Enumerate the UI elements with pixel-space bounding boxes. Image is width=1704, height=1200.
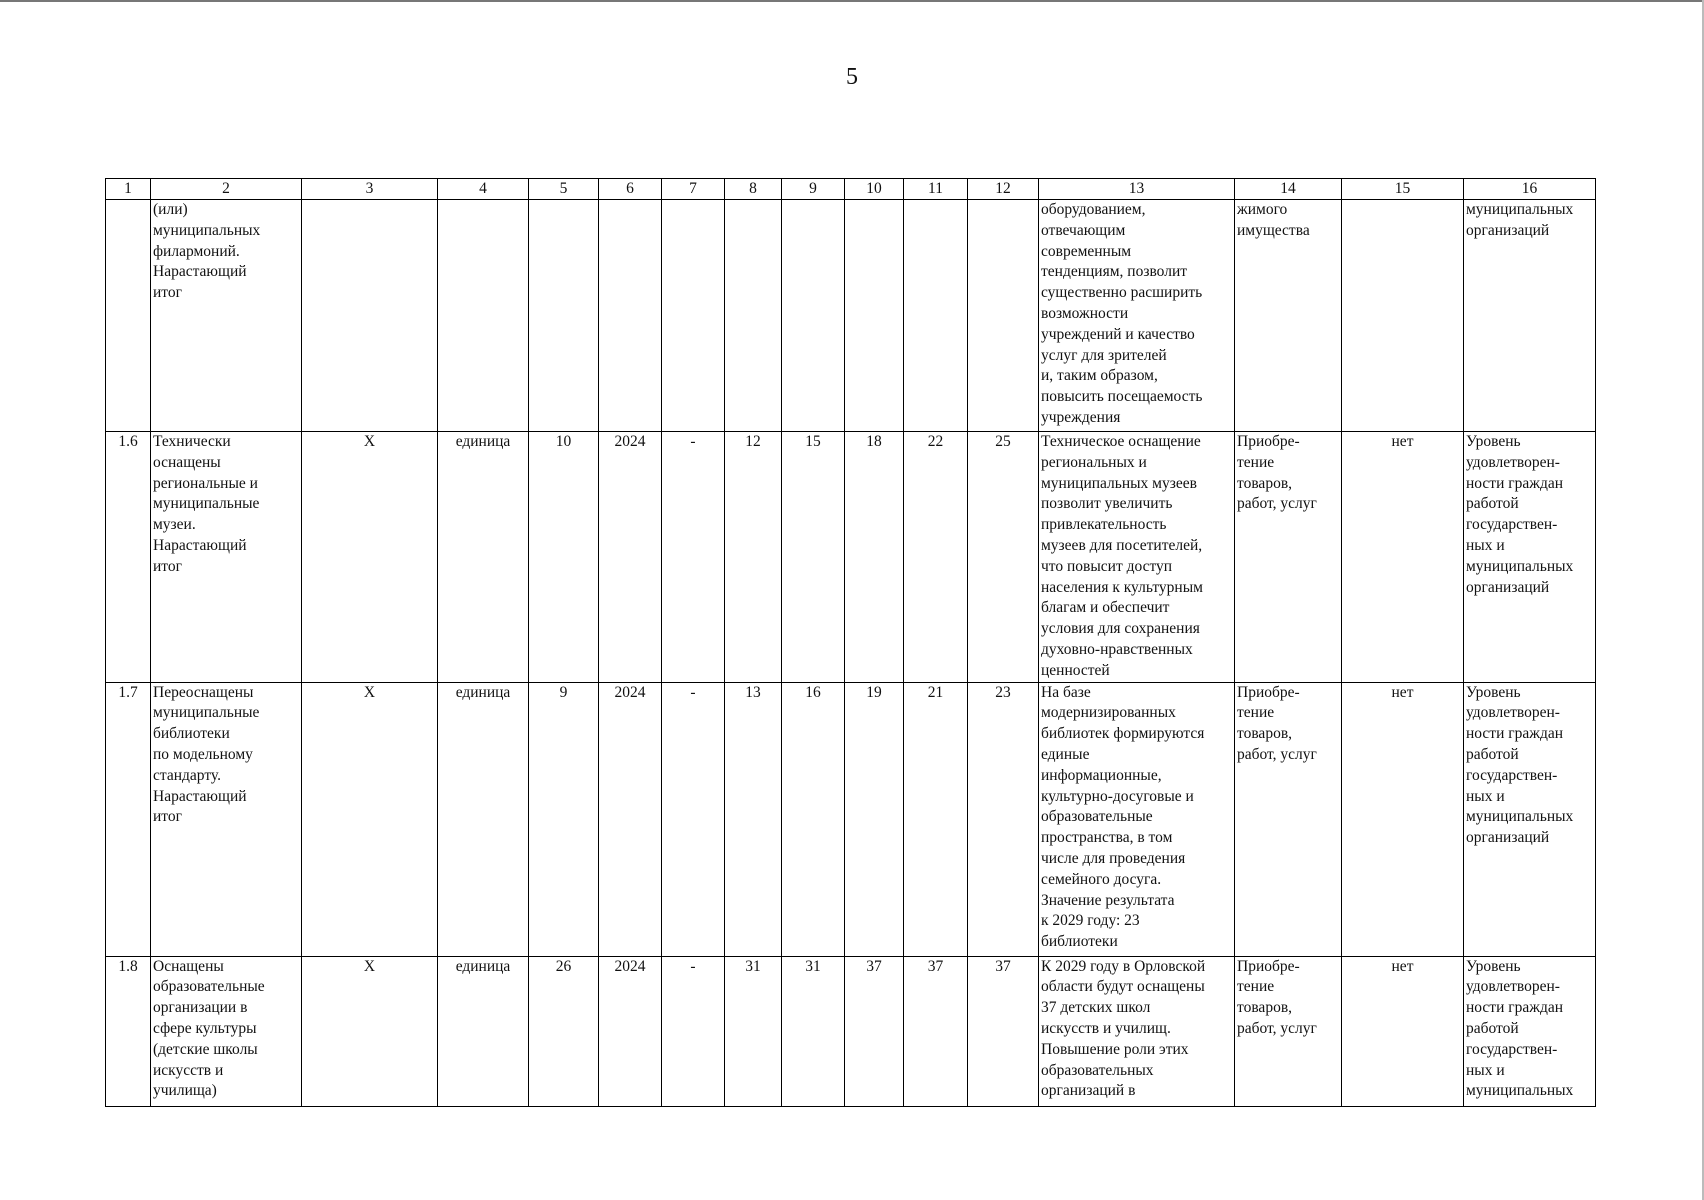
base-value-cell: 26	[529, 956, 599, 1106]
table-row	[106, 682, 1596, 956]
cell-line: оснащены	[153, 453, 221, 471]
year-value-cell: 19	[845, 682, 904, 956]
cell-line: работ, услуг	[1237, 1019, 1317, 1037]
header-cell: 11	[904, 179, 968, 200]
year-value-cell: 21	[904, 682, 968, 956]
year-value-cell: 31	[725, 956, 782, 1106]
cell-line: Нарастающий	[153, 263, 247, 281]
result-name-cell	[151, 956, 302, 1106]
year-value-cell	[968, 200, 1039, 432]
base-year-cell: 2024	[599, 432, 662, 683]
base-value-cell	[529, 200, 599, 432]
cell-line: жимого	[1237, 201, 1288, 218]
column-7-cell: -	[662, 432, 725, 683]
description-cell	[1039, 682, 1235, 956]
column-3-cell: X	[302, 682, 438, 956]
cell-line: Техническое оснащение	[1041, 433, 1201, 450]
cell-line: оборудованием,	[1041, 201, 1146, 218]
cell-line: итог	[153, 808, 182, 826]
year-value-cell	[782, 200, 845, 432]
scan-top-edge	[0, 0, 1704, 2]
base-year-cell	[599, 200, 662, 432]
cell-line: удовлетворен-	[1466, 704, 1560, 722]
cell-line: товаров,	[1237, 999, 1293, 1017]
year-value-cell: 37	[904, 956, 968, 1106]
cell-line: повысить посещаемость	[1041, 388, 1203, 406]
cell-line: к 2029 году: 23	[1041, 912, 1140, 930]
cell-line: населения к культурным	[1041, 578, 1203, 596]
header-cell: 6	[599, 179, 662, 200]
cell-line: государствен-	[1466, 766, 1558, 784]
base-year-cell: 2024	[599, 956, 662, 1106]
cell-line: музеев для посетителей,	[1041, 536, 1203, 554]
indicator-cell	[1464, 200, 1596, 432]
cell-line: условия для сохранения	[1041, 620, 1200, 638]
cell-line: организации в	[153, 999, 248, 1017]
cell-line: филармоний.	[153, 242, 240, 260]
cell-line: училища)	[153, 1082, 217, 1100]
header-cell: 12	[968, 179, 1039, 200]
base-value-cell: 10	[529, 432, 599, 683]
year-value-cell	[845, 200, 904, 432]
cell-line: Нарастающий	[153, 536, 247, 554]
row-number-cell: 1.7	[106, 682, 151, 956]
cell-line: ных и	[1466, 787, 1505, 805]
column-15-cell: нет	[1342, 956, 1464, 1106]
cell-line: товаров,	[1237, 474, 1293, 492]
header-cell: 9	[782, 179, 845, 200]
cell-line: Переоснащены	[153, 683, 254, 701]
cell-line: региональных и	[1041, 453, 1147, 471]
cell-line: тенденциям, позволит	[1041, 263, 1188, 281]
header-cell: 13	[1039, 179, 1235, 200]
cell-line: итог	[153, 557, 182, 575]
year-value-cell: 37	[968, 956, 1039, 1106]
cell-line: государствен-	[1466, 1040, 1558, 1058]
cell-line: ности граждан	[1466, 725, 1564, 743]
header-row	[106, 179, 1596, 200]
cell-line: Повышение роли этих	[1041, 1040, 1189, 1058]
cell-line: возможности	[1041, 304, 1129, 322]
result-type-cell	[1235, 432, 1342, 683]
description-cell	[1039, 956, 1235, 1106]
cell-line: Приобре-	[1237, 433, 1300, 450]
indicator-cell	[1464, 956, 1596, 1106]
cell-line: сфере культуры	[153, 1019, 257, 1037]
year-value-cell: 18	[845, 432, 904, 683]
year-value-cell	[904, 200, 968, 432]
result-name-cell	[151, 200, 302, 432]
cell-line: информационные,	[1041, 766, 1162, 784]
cell-line: тение	[1237, 978, 1275, 996]
year-value-cell: 31	[782, 956, 845, 1106]
table-row	[106, 200, 1596, 432]
cell-line: Уровень	[1466, 433, 1521, 450]
year-value-cell: 13	[725, 682, 782, 956]
cell-line: Нарастающий	[153, 787, 247, 805]
cell-line: культурно-досуговые и	[1041, 787, 1194, 805]
column-3-cell: X	[302, 432, 438, 683]
header-cell: 7	[662, 179, 725, 200]
indicator-cell	[1464, 682, 1596, 956]
cell-line: современным	[1041, 242, 1132, 260]
cell-line: Технически	[153, 433, 231, 450]
cell-line: образовательные	[1041, 808, 1153, 826]
indicator-cell	[1464, 432, 1596, 683]
header-cell: 15	[1342, 179, 1464, 200]
cell-line: модернизированных	[1041, 704, 1176, 722]
cell-line: муниципальных	[1466, 201, 1574, 218]
cell-line: учреждения	[1041, 408, 1121, 426]
cell-line: 37 детских школ	[1041, 999, 1151, 1017]
cell-line: образовательные	[153, 978, 265, 996]
results-table	[105, 178, 1596, 1107]
header-cell: 14	[1235, 179, 1342, 200]
cell-line: стандарту.	[153, 766, 221, 784]
cell-line: региональные и	[153, 474, 258, 492]
cell-line: привлекательность	[1041, 516, 1167, 534]
cell-line: Оснащены	[153, 957, 224, 975]
cell-line: музеи.	[153, 516, 196, 534]
header-cell: 8	[725, 179, 782, 200]
cell-line: муниципальных	[1466, 808, 1574, 826]
unit-cell: единица	[438, 432, 529, 683]
cell-line: позволит увеличить	[1041, 495, 1173, 513]
cell-line: ценностей	[1041, 661, 1110, 679]
cell-line: единые	[1041, 745, 1090, 763]
cell-line: удовлетворен-	[1466, 453, 1560, 471]
cell-line: муниципальных музеев	[1041, 474, 1197, 492]
cell-line: итог	[153, 284, 182, 302]
table-row	[106, 432, 1596, 683]
column-15-cell: нет	[1342, 432, 1464, 683]
header-cell: 3	[302, 179, 438, 200]
cell-line: муниципальных	[153, 221, 261, 239]
cell-line: муниципальные	[153, 495, 260, 513]
cell-line: Значение результата	[1041, 891, 1175, 909]
cell-line: услуг для зрителей	[1041, 346, 1167, 364]
header-cell: 10	[845, 179, 904, 200]
cell-line: работой	[1466, 1019, 1519, 1037]
header-cell: 5	[529, 179, 599, 200]
year-value-cell: 16	[782, 682, 845, 956]
year-value-cell	[725, 200, 782, 432]
cell-line: ных и	[1466, 1061, 1505, 1079]
cell-line: Уровень	[1466, 683, 1521, 701]
cell-line: искусств и	[153, 1061, 224, 1079]
cell-line: Приобре-	[1237, 683, 1300, 701]
header-cell: 16	[1464, 179, 1596, 200]
cell-line: ности граждан	[1466, 999, 1564, 1017]
unit-cell: единица	[438, 956, 529, 1106]
cell-line: образовательных	[1041, 1061, 1154, 1079]
description-cell	[1039, 200, 1235, 432]
cell-line: ных и	[1466, 536, 1505, 554]
table-row	[106, 956, 1596, 1106]
cell-line: имущества	[1237, 221, 1310, 239]
cell-line: (детские школы	[153, 1040, 258, 1058]
cell-line: искусств и училищ.	[1041, 1019, 1171, 1037]
cell-line: организаций в	[1041, 1082, 1136, 1100]
cell-line: государствен-	[1466, 516, 1558, 534]
cell-line: пространства, в том	[1041, 829, 1173, 847]
cell-line: тение	[1237, 453, 1275, 471]
cell-line: тение	[1237, 704, 1275, 722]
cell-line: библиотеки	[153, 725, 230, 743]
base-value-cell: 9	[529, 682, 599, 956]
header-cell: 4	[438, 179, 529, 200]
cell-line: удовлетворен-	[1466, 978, 1560, 996]
cell-line: области будут оснащены	[1041, 978, 1205, 996]
cell-line: семейного досуга.	[1041, 870, 1162, 888]
cell-line: работой	[1466, 745, 1519, 763]
cell-line: ности граждан	[1466, 474, 1564, 492]
description-cell	[1039, 432, 1235, 683]
cell-line: отвечающим	[1041, 221, 1126, 239]
cell-line: муниципальных	[1466, 1082, 1574, 1100]
cell-line: библиотеки	[1041, 933, 1118, 951]
cell-line: Приобре-	[1237, 957, 1300, 975]
unit-cell	[438, 200, 529, 432]
cell-line: что повысит доступ	[1041, 557, 1173, 575]
cell-line: и, таким образом,	[1041, 367, 1158, 385]
header-cell: 2	[151, 179, 302, 200]
base-year-cell: 2024	[599, 682, 662, 956]
cell-line: учреждений и качество	[1041, 325, 1195, 343]
column-7-cell: -	[662, 682, 725, 956]
year-value-cell: 15	[782, 432, 845, 683]
cell-line: работой	[1466, 495, 1519, 513]
cell-line: благам и обеспечит	[1041, 599, 1170, 617]
cell-line: На базе	[1041, 683, 1091, 701]
cell-line: организаций	[1466, 221, 1550, 239]
cell-line: библиотек формируются	[1041, 725, 1205, 743]
cell-line: К 2029 году в Орловской	[1041, 957, 1206, 975]
column-7-cell	[662, 200, 725, 432]
cell-line: работ, услуг	[1237, 495, 1317, 513]
cell-line: товаров,	[1237, 725, 1293, 743]
cell-line: существенно расширить	[1041, 284, 1203, 302]
row-number-cell: 1.6	[106, 432, 151, 683]
cell-line: работ, услуг	[1237, 745, 1317, 763]
result-type-cell	[1235, 682, 1342, 956]
header-cell: 1	[106, 179, 151, 200]
cell-line: Уровень	[1466, 957, 1521, 975]
result-type-cell	[1235, 200, 1342, 432]
result-type-cell	[1235, 956, 1342, 1106]
year-value-cell: 12	[725, 432, 782, 683]
cell-line: по модельному	[153, 745, 253, 763]
unit-cell: единица	[438, 682, 529, 956]
column-3-cell	[302, 200, 438, 432]
result-name-cell	[151, 432, 302, 683]
cell-line: муниципальных	[1466, 557, 1574, 575]
column-15-cell	[1342, 200, 1464, 432]
cell-line: организаций	[1466, 578, 1550, 596]
row-number-cell: 1.8	[106, 956, 151, 1106]
year-value-cell: 25	[968, 432, 1039, 683]
year-value-cell: 22	[904, 432, 968, 683]
cell-line: муниципальные	[153, 704, 260, 722]
column-7-cell: -	[662, 956, 725, 1106]
year-value-cell: 37	[845, 956, 904, 1106]
cell-line: (или)	[153, 201, 188, 218]
result-name-cell	[151, 682, 302, 956]
row-number-cell	[106, 200, 151, 432]
page-number: 5	[846, 64, 858, 90]
cell-line: духовно-нравственных	[1041, 640, 1193, 658]
year-value-cell: 23	[968, 682, 1039, 956]
column-3-cell: X	[302, 956, 438, 1106]
column-15-cell: нет	[1342, 682, 1464, 956]
cell-line: организаций	[1466, 829, 1550, 847]
cell-line: числе для проведения	[1041, 849, 1186, 867]
